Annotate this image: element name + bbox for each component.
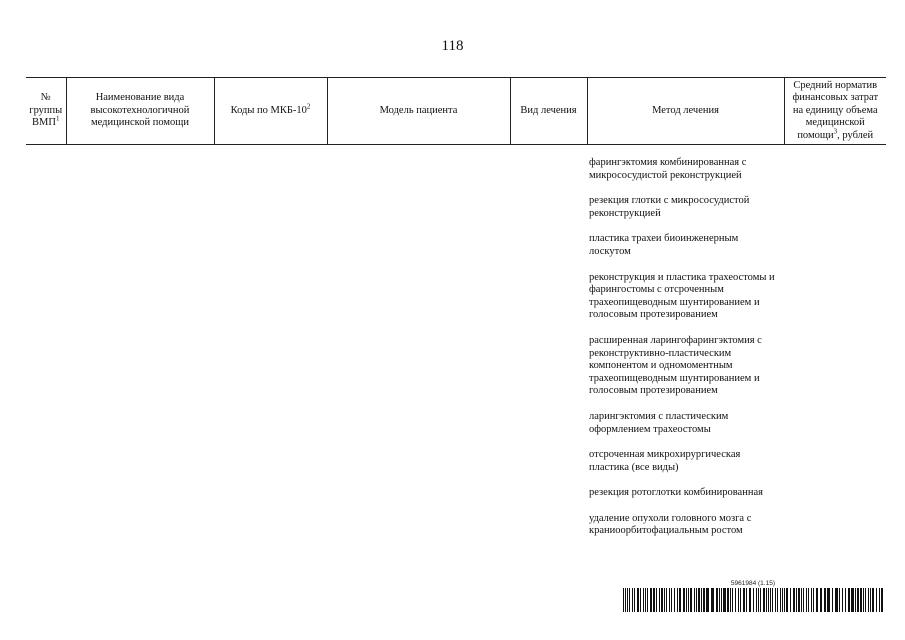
method-item: реконструкция и пластика трахеостомы и фарингостомы с отсроченным трахеопищеводным шунтированием и голосовым протезированием [589, 271, 775, 321]
header-treatment-type: Вид лечения [510, 78, 587, 145]
method-item: ларингэктомия с пластическим оформлением трахеостомы [589, 410, 729, 435]
barcode-id: 5961984 (1.15) [730, 580, 775, 587]
document-barcode [622, 580, 885, 614]
page-number: 118 [441, 38, 464, 54]
header-patient-model: Модель пациента [327, 78, 510, 145]
method-item: фарингэктомия комбинированная с микрососудистой реконструкцией [589, 157, 747, 181]
method-item: расширенная ларингофарингэктомия с реконструктивно-пластическим компонентом и одномоментным трахеопищеводным шунтированием и голосовым протезированием [589, 334, 762, 397]
method-item: пластика трахеи биоинженерным лоскутом [589, 233, 739, 257]
header-cost-norm: Средний норматив финансовых затрат на единицу объема медицинской помощи$^3$, рублей [784, 78, 886, 145]
method-item: удаление опухоли головного мозга с краниоорбитофациальным ростом [589, 512, 752, 537]
table-header [26, 77, 886, 145]
method-item: резекция глотки с микрососудистой реконструкцией [589, 195, 750, 219]
treatment-methods-list [589, 157, 779, 551]
header-icd-codes: Коды по МКБ-$10^2$ [214, 78, 327, 145]
header-care-type: Наименование вида высокотехнологичной медицинской помощи [66, 78, 214, 145]
header-group-number: № группы ВМП$^1$ [26, 78, 66, 145]
header-treatment-method: Метод лечения [587, 78, 784, 145]
barcode-icon [622, 588, 885, 612]
method-item: отсроченная микрохирургическая пластика (все виды) [589, 449, 741, 473]
method-item: резекция ротоглотки комбинированная [589, 487, 763, 499]
